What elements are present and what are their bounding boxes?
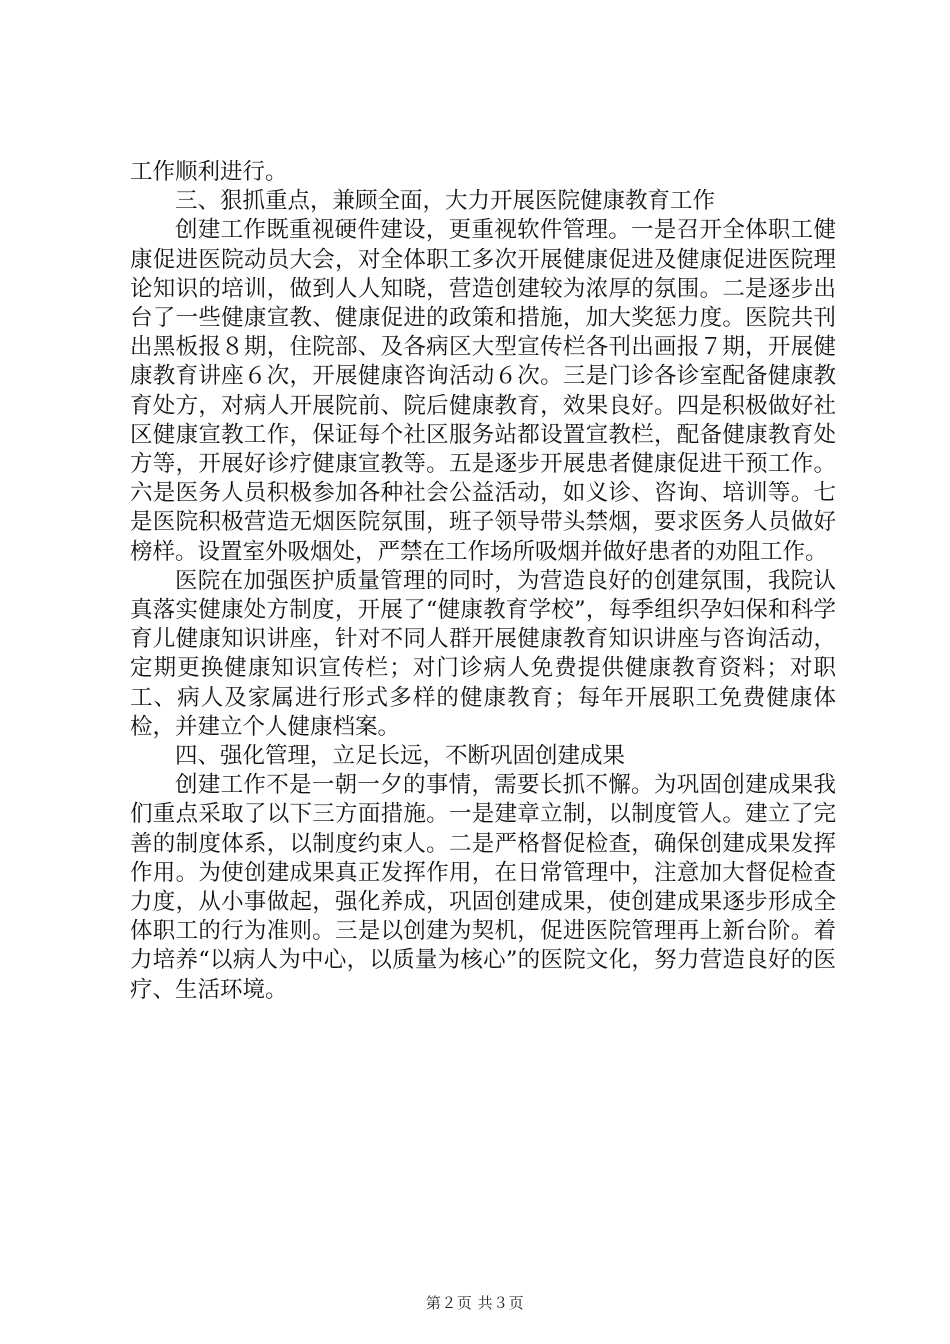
paragraph-consolidation: 创建工作不是一朝一夕的事情，需要长抓不懈。为巩固创建成果我们重点采取了以下三方面措施。一是建章立制，以制度管人。建立了完善的制度体系，以制度约束人。二是严格督促检查，确保创建成果发挥作用。为使创建成果真正发挥作用，在日常管理中，注意加大督促检查力度，从小事做起，强化养成，巩固创建成果，使创建成果逐步形成全体职工的行为准则。三是以创建为契机，促进医院管理再上新台阶。着力培养“以病人为中心，以质量为核心”的医院文化，努力营造良好的医疗、生活环境。 <box>130 772 836 1003</box>
paragraph-continuation: 工作顺利进行。 <box>130 159 288 185</box>
paragraph-health-education: 创建工作既重视硬件建设，更重视软件管理。一是召开全体职工健康促进医院动员大会，对全体职工多次开展健康促进及健康促进医院理论知识的培训，做到人人知晓，营造创建较为浓厚的氛围。二是逐步出台了一些健康宣教、健康促进的政策和措施，加大奖惩力度。医院共刊出黑板报８期，住院部、及各病区大型宣传栏各刊出画报７期，开展健康教育讲座６次，开展健康咨询活动６次。三是门诊各诊室配备健康教育处方，对病人开展院前、院后健康教育，效果良好。四是积极做好社区健康宣教工作，保证每个社区服务站都设置宣教栏，配备健康教育处方等，开展好诊疗健康宣教等。五是逐步开展患者健康促进干预工作。六是医务人员积极参加各种社会公益活动，如义诊、咨询、培训等。七是医院积极营造无烟医院氛围，班子领导带头禁烟，要求医务人员做好榜样。设置室外吸烟处，严禁在工作场所吸烟并做好患者的劝阻工作。 <box>130 217 836 565</box>
section-heading-4: 四、强化管理，立足长远，不断巩固创建成果 <box>175 743 626 770</box>
paragraph-quality-management: 医院在加强医护质量管理的同时，为营造良好的创建氛围，我院认真落实健康处方制度，开展了“健康教育学校”，每季组织孕妇保和科学育儿健康知识讲座，针对不同人群开展健康教育知识讲座与咨询活动，定期更换健康知识宣传栏；对门诊病人免费提供健康教育资料；对职工、病人及家属进行形式多样的健康教育；每年开展职工免费健康体检，并建立个人健康档案。 <box>130 567 836 740</box>
page-number-footer: 第２页 共３页 <box>425 1294 525 1312</box>
section-heading-3: 三、狠抓重点，兼顾全面，大力开展医院健康教育工作 <box>175 188 716 215</box>
document-body <box>130 158 836 1005</box>
